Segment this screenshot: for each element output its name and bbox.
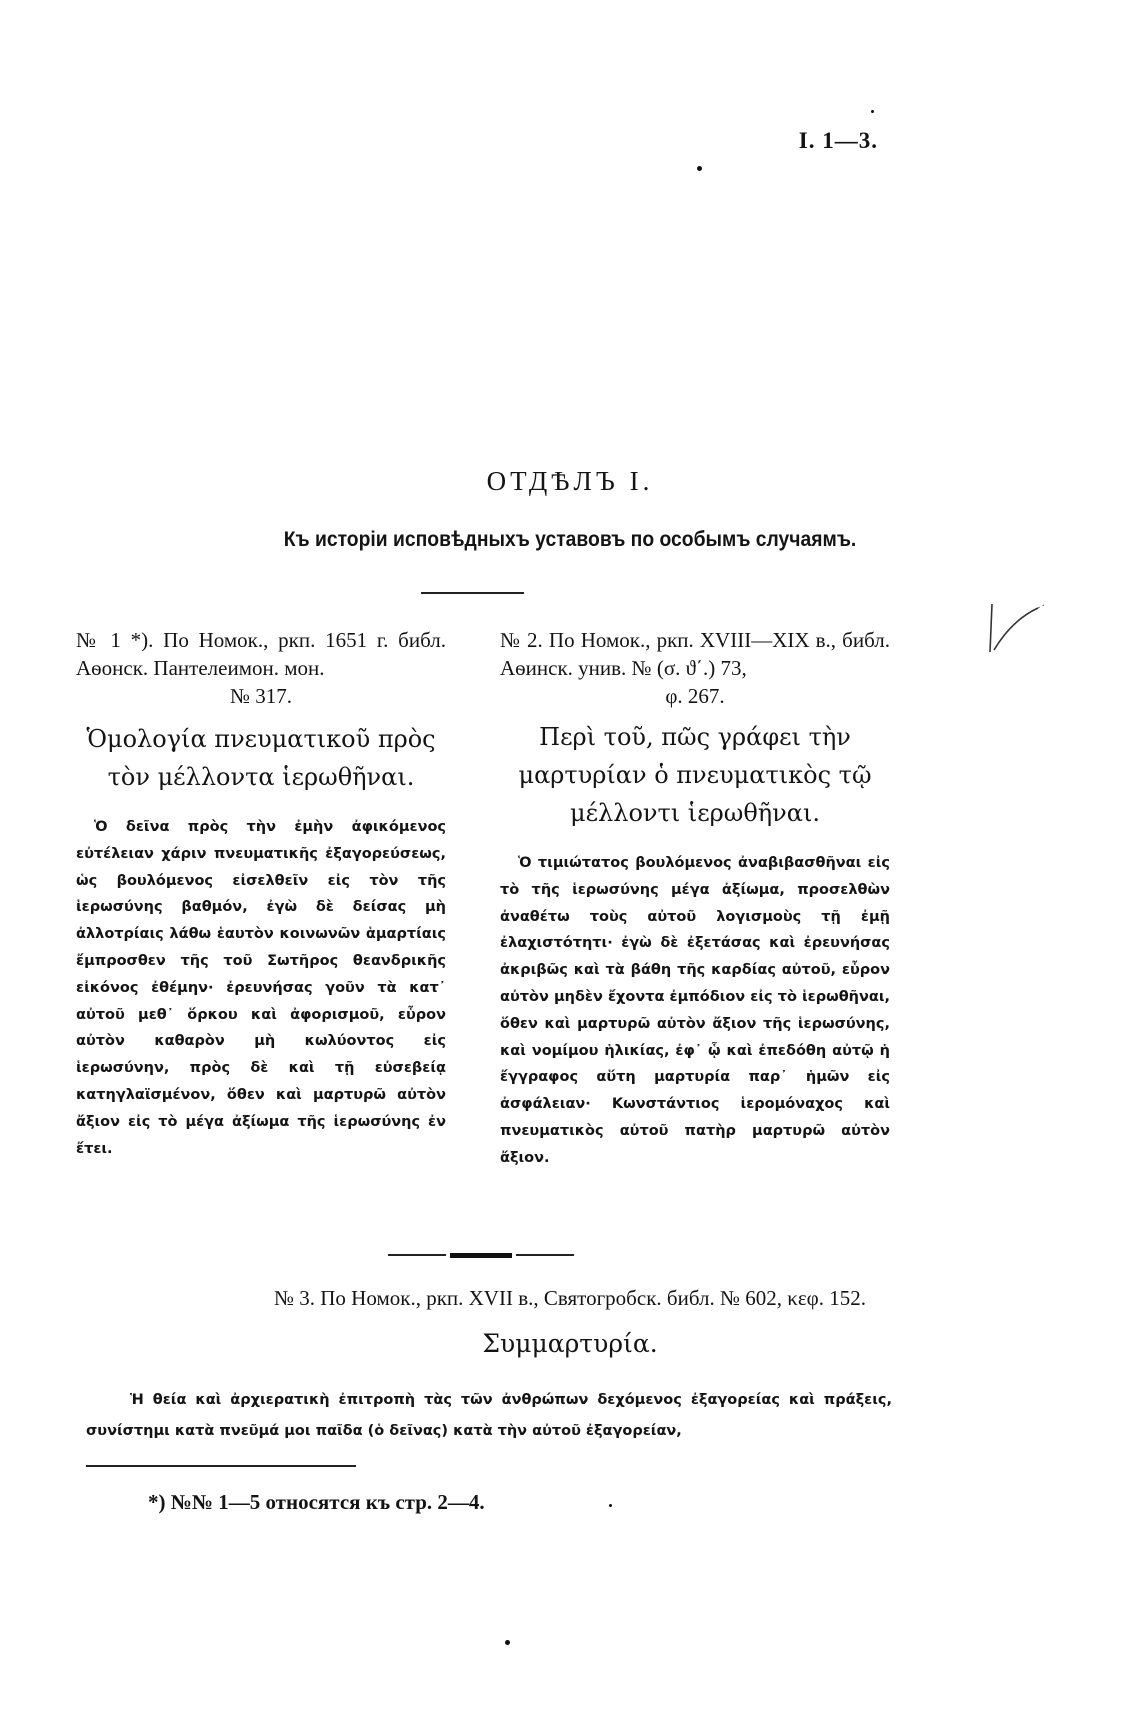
entry-1-text: Ὁ δεῖνα πρὸς τὴν ἐμὴν ἀφικόμενος εὐτέλειαν χάριν πνευματικῆς ἐξαγορεύσεως, ὡς βουλόμενος εἰσελθεῖν εἰς τὸν τῆς ἱερωσύνης βαθμόν, ἐγὼ δὲ δείσας μὴ ἀλλοτρίαις λάθω ἑαυτὸν κοινωνῶν ἁμαρτίαις ἔμπροσθεν τῆς τοῦ Σωτῆρος θεανδρικῆς εἰκόνος ἐθέμην· ἐρευνήσας γοῦν τὰ κατ᾽ αὐτοῦ μεθ᾽ ὅρκου καὶ ἀφορισμοῦ, εὗρον αὐτὸν καθαρὸν μὴ κωλύοντος εἰς ἱερωσύνην, πρὸς δὲ καὶ τῇ εὐσεβείᾳ κατηγλαϊσμένον, ὅθεν καὶ μαρτυρῶ αὐτὸν ἄξιον εἰς τὸ μέγα ἀξίωμα τῆς ἱερωσύνης ἐν ἔτει. [76, 819, 446, 1157]
entry-2-folio: φ. 267. [665, 684, 725, 708]
entry-1-title: Ὁμολογία πνευματικοῦ πρὸς τὸν μέλλοντα ἱερωθῆναι. [86, 725, 436, 791]
ink-speck [609, 1504, 612, 1507]
entry-2-title: Περὶ τοῦ, πῶς γράφει τὴν μαρτυρίαν ὁ πνευματικὸς τῷ μέλλοντι ἱερωθῆναι. [518, 723, 872, 827]
entry-3-title: Συμμαρτυρία. [482, 1329, 658, 1358]
entry-2-source: № 2. По Номок., ркп. XVIII—XIX в., библ. Аѳинск. унив. № (σ. ϑ΄.) 73, [500, 628, 890, 680]
entry-1 [76, 626, 446, 1162]
ornamental-divider [388, 1254, 574, 1257]
footnote: *) №№ 1—5 относятся къ стр. 2—4. [148, 1490, 485, 1514]
entry-2 [500, 626, 890, 1172]
ink-speck [697, 166, 702, 171]
pencil-checkmark-icon [982, 600, 1052, 680]
ink-speck [505, 1640, 510, 1645]
running-head: I. 1—3. [798, 128, 878, 153]
ink-speck [871, 110, 874, 113]
entry-1-source: № 1 *). По Номок., ркп. 1651 г. библ. Аѳонск. Пантелеимон. мон. [76, 628, 446, 680]
section-subtitle: Къ исторіи исповѣдныхъ уставовъ по особымъ случаямъ. [283, 528, 857, 551]
entry-1-heading [76, 626, 446, 710]
entry-2-heading [500, 626, 890, 710]
entry-3-heading: № 3. По Номок., ркп. XVII в., Святогробск. библ. № 602, κεφ. 152. [273, 1286, 867, 1310]
entry-2-text: Ὁ τιμιώτατος βουλόμενος ἀναβιβασθῆναι εἰς τὸ τῆς ἱερωσύνης μέγα ἀξίωμα, προσελθὼν ἀναθέτω τοὺς αὐτοῦ λογισμοὺς τῇ ἐμῇ ἐλαχιστότητι· ἐγὼ δὲ ἐξετάσας καὶ ἐρευνήσας ἀκριβῶς καὶ τὰ βάθη τῆς καρδίας αὐτοῦ, εὗρον αὐτὸν μηδὲν ἔχοντα ἐμπόδιον εἰς τὸ ἱερωθῆναι, ὅθεν καὶ μαρτυρῶ αὐτὸν ἄξιον τῆς ἱερωσύνης, καὶ νομίμου ἡλικίας, ἐφ᾽ ᾧ καὶ ἐπεδόθη αὐτῷ ἡ ἔγγραφος αὕτη μαρτυρία παρ᾽ ἡμῶν εἰς ἀσφάλειαν· Κωνστάντιος ἱερομόναχος καὶ πνευματικὸς αὐτοῦ πατὴρ μαρτυρῶ αὐτὸν ἄξιον. [500, 855, 890, 1166]
divider [421, 592, 524, 594]
entry-3-text: Ἡ θεία καὶ ἀρχιερατικὴ ἐπιτροπὴ τὰς τῶν ἀνθρώπων δεχόμενος ἐξαγορείας καὶ πράξεις, συνίστημι κατὰ πνεῦμά μοι παῖδα (ὁ δεῖνας) κατὰ τὴν αὐτοῦ ἐξαγορείαν, [86, 1392, 892, 1439]
section-title: ОТДѢЛЪ I. [486, 466, 654, 496]
entry-1-manuscript-number: № 317. [229, 684, 293, 708]
footnote-rule [86, 1465, 356, 1467]
